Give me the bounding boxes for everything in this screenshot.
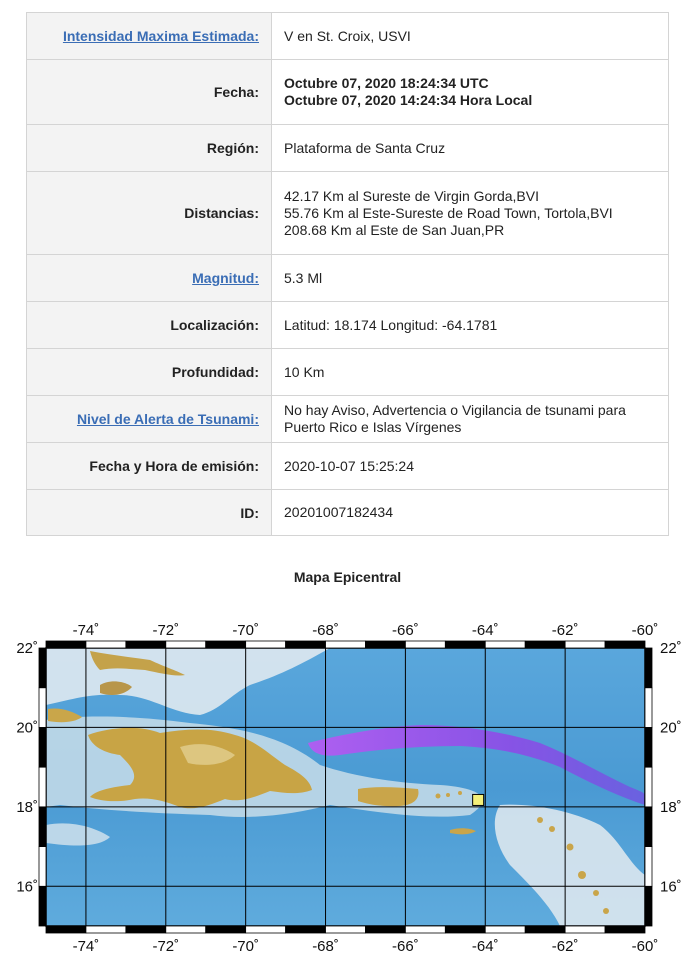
row-value-line: 20201007182434 bbox=[284, 504, 394, 520]
island-dot bbox=[593, 890, 599, 896]
epicenter-marker[interactable] bbox=[473, 794, 484, 805]
frame-segment bbox=[46, 641, 86, 648]
frame-segment bbox=[485, 926, 525, 933]
info-row bbox=[27, 13, 669, 60]
row-value-line: 10 Km bbox=[284, 363, 325, 380]
map-relief bbox=[46, 648, 645, 926]
latitude-label: 20˚ bbox=[660, 719, 682, 737]
latitude-label: 16˚ bbox=[660, 878, 682, 896]
island-dot bbox=[436, 794, 441, 799]
frame-segment bbox=[445, 926, 485, 933]
frame-segment bbox=[39, 727, 46, 767]
frame-segment bbox=[645, 847, 652, 887]
longitude-label: -66˚ bbox=[392, 938, 419, 955]
frame-segment bbox=[166, 926, 206, 933]
row-label-cell bbox=[27, 349, 272, 396]
longitude-label: -62˚ bbox=[551, 622, 579, 639]
map-title: Mapa Epicentral bbox=[293, 569, 402, 585]
row-value-line: 2020-10-07 15:25:24 bbox=[284, 457, 414, 474]
latitude-label: 22˚ bbox=[660, 640, 682, 657]
row-value-cell bbox=[272, 13, 669, 60]
frame-segment bbox=[645, 767, 652, 807]
frame-segment bbox=[39, 886, 46, 926]
longitude-label: -72˚ bbox=[152, 938, 180, 955]
longitude-label: -70˚ bbox=[232, 622, 260, 639]
row-label-cell bbox=[27, 172, 272, 255]
frame-segment bbox=[485, 641, 525, 648]
row-value-line: Puerto Rico e Islas Vírgenes bbox=[284, 419, 462, 435]
longitude-label: -68˚ bbox=[312, 938, 339, 955]
row-label: Distancias: bbox=[184, 205, 259, 221]
island-dot bbox=[446, 793, 450, 797]
frame-segment bbox=[645, 886, 652, 926]
frame-segment bbox=[206, 641, 246, 648]
longitude-label: -74˚ bbox=[72, 622, 100, 639]
row-value-cell bbox=[272, 60, 669, 125]
frame-segment bbox=[565, 926, 605, 933]
info-row bbox=[27, 349, 669, 396]
longitude-label: -74˚ bbox=[72, 938, 100, 955]
row-label-cell bbox=[27, 443, 272, 490]
island-dot bbox=[458, 791, 462, 795]
frame-segment bbox=[39, 688, 46, 728]
latitude-label: 18˚ bbox=[16, 798, 38, 816]
frame-segment bbox=[365, 926, 405, 933]
frame-segment bbox=[645, 648, 652, 688]
frame-segment bbox=[405, 641, 445, 648]
row-value-cell bbox=[272, 396, 669, 443]
longitude-label: -60˚ bbox=[631, 622, 659, 639]
row-value-cell bbox=[272, 490, 669, 536]
frame-segment bbox=[405, 926, 445, 933]
frame-segment bbox=[86, 926, 126, 933]
row-value-line: 42.17 Km al Sureste de Virgin Gorda,BVI bbox=[284, 187, 539, 204]
frame-segment bbox=[286, 926, 326, 933]
frame-segment bbox=[246, 641, 286, 648]
row-value-cell bbox=[272, 125, 669, 172]
frame-segment bbox=[206, 926, 246, 933]
row-label-cell bbox=[27, 490, 272, 536]
frame-segment bbox=[166, 641, 206, 648]
longitude-label: -66˚ bbox=[392, 622, 419, 639]
epicentral-map bbox=[0, 615, 695, 971]
info-row bbox=[27, 490, 669, 536]
island-dot bbox=[578, 871, 586, 879]
row-label-cell bbox=[27, 302, 272, 349]
row-label-cell bbox=[27, 60, 272, 125]
frame-segment bbox=[645, 807, 652, 847]
frame-segment bbox=[326, 641, 366, 648]
row-label-link[interactable]: Intensidad Maxima Estimada: bbox=[62, 28, 259, 44]
longitude-label: -60˚ bbox=[631, 938, 659, 955]
latitude-label: 22˚ bbox=[16, 640, 38, 657]
row-value-cell bbox=[272, 172, 669, 255]
info-row bbox=[27, 443, 669, 490]
frame-segment bbox=[39, 847, 46, 887]
longitude-label: -72˚ bbox=[152, 622, 180, 639]
longitude-label: -64˚ bbox=[471, 938, 499, 955]
longitude-label: -70˚ bbox=[232, 938, 260, 955]
frame-segment bbox=[365, 641, 405, 648]
frame-segment bbox=[286, 641, 326, 648]
frame-segment bbox=[39, 767, 46, 807]
row-label-cell[interactable] bbox=[27, 13, 272, 60]
row-label: ID: bbox=[240, 504, 259, 521]
frame-segment bbox=[525, 641, 565, 648]
earthquake-info-table bbox=[26, 12, 669, 536]
frame-segment bbox=[565, 641, 605, 648]
longitude-label: -62˚ bbox=[551, 938, 579, 955]
longitude-label: -68˚ bbox=[312, 622, 339, 639]
frame-segment bbox=[445, 641, 485, 648]
frame-segment bbox=[126, 926, 166, 933]
row-label: Fecha y Hora de emisión: bbox=[89, 458, 259, 474]
latitude-label: 18˚ bbox=[660, 798, 682, 816]
row-value-cell bbox=[272, 443, 669, 490]
row-value-cell bbox=[272, 255, 669, 302]
frame-segment bbox=[46, 926, 86, 933]
info-row bbox=[27, 302, 669, 349]
row-label-cell[interactable] bbox=[27, 255, 272, 302]
row-value-line: 55.76 Km al Este-Sureste de Road Town, Tortola,BVI bbox=[284, 204, 613, 221]
island-dot bbox=[537, 817, 543, 823]
frame-segment bbox=[39, 807, 46, 847]
frame-segment bbox=[605, 926, 645, 933]
frame-segment bbox=[126, 641, 166, 648]
row-label-cell[interactable] bbox=[27, 396, 272, 443]
info-row bbox=[27, 396, 669, 443]
row-label-link[interactable]: Magnitud: bbox=[192, 270, 259, 286]
row-value-cell bbox=[272, 349, 669, 396]
row-value-line: No hay Aviso, Advertencia o Vigilancia de tsunami para bbox=[284, 402, 626, 418]
row-value-line: Octubre 07, 2020 14:24:34 Hora Local bbox=[284, 92, 533, 108]
row-label: Profundidad: bbox=[171, 364, 259, 380]
row-value-line: 208.68 Km al Este de San Juan,PR bbox=[284, 221, 505, 238]
frame-segment bbox=[86, 641, 126, 648]
info-row bbox=[27, 172, 669, 255]
row-value-line: Latitud: 18.174 Longitud: -64.1781 bbox=[284, 316, 498, 333]
latitude-label: 20˚ bbox=[16, 719, 38, 737]
frame-segment bbox=[246, 926, 286, 933]
row-value-line: Plataforma de Santa Cruz bbox=[284, 139, 446, 156]
row-label: Región: bbox=[206, 140, 259, 156]
frame-segment bbox=[525, 926, 565, 933]
row-value-cell bbox=[272, 302, 669, 349]
frame-segment bbox=[326, 926, 366, 933]
island-dot bbox=[549, 826, 555, 832]
frame-segment bbox=[645, 727, 652, 767]
island-dot bbox=[567, 844, 574, 851]
row-value-line: 5.3 Ml bbox=[284, 269, 323, 286]
row-value-line: Octubre 07, 2020 18:24:34 UTC bbox=[284, 75, 489, 91]
puerto-rico-land bbox=[358, 787, 418, 806]
row-value-line: V en St. Croix, USVI bbox=[284, 27, 411, 44]
info-row bbox=[27, 60, 669, 125]
frame-segment bbox=[39, 648, 46, 688]
island-dot bbox=[603, 908, 609, 914]
info-row bbox=[27, 255, 669, 302]
frame-segment bbox=[645, 688, 652, 728]
row-label-link[interactable]: Nivel de Alerta de Tsunami: bbox=[76, 411, 259, 427]
latitude-label: 16˚ bbox=[16, 878, 38, 896]
info-row bbox=[27, 125, 669, 172]
longitude-label: -64˚ bbox=[471, 622, 499, 639]
frame-segment bbox=[605, 641, 645, 648]
row-label-cell bbox=[27, 125, 272, 172]
row-label: Localización: bbox=[170, 317, 259, 333]
row-label: Fecha: bbox=[213, 84, 259, 100]
